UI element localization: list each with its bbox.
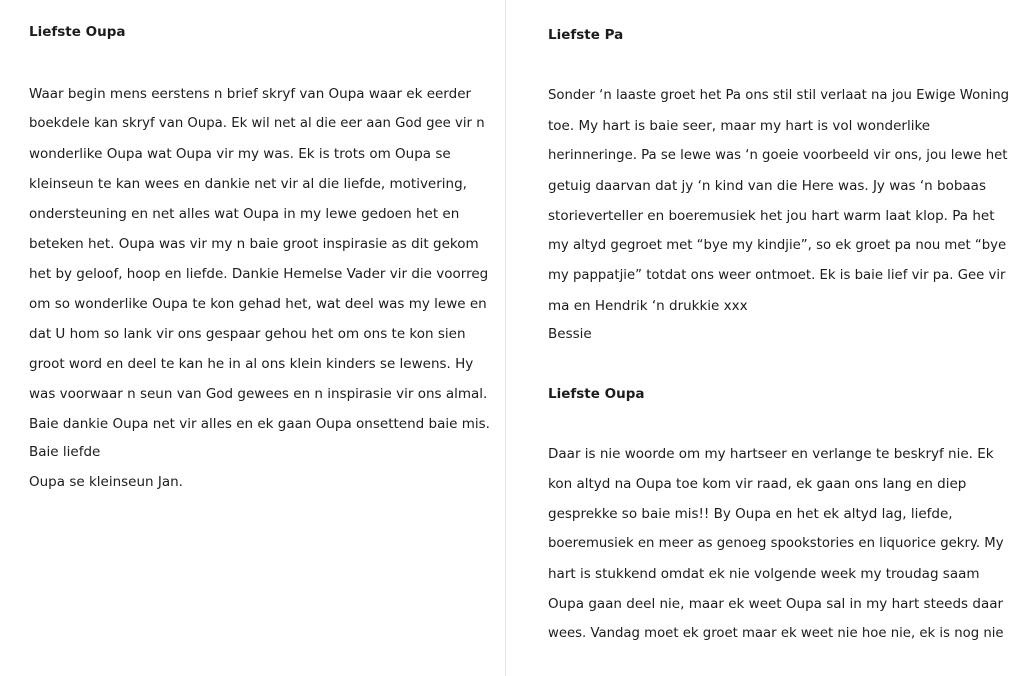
letter-line: het by geloof, hoop en liefde. Dankie Hemelse Vader vir die voorreg (29, 266, 489, 282)
letter-line: my pappatjie” totdat ons weer ontmoet. Ek is baie lief vir pa. Gee vir (548, 268, 1006, 283)
letter-line: Baie dankie Oupa net vir alles en ek gaan Oupa onsettend baie mis. (29, 416, 490, 432)
letter-closing: Baie liefde (29, 444, 101, 460)
left-page (0, 0, 505, 676)
letter-line: herinneringe. Pa se lewe was ‘n goeie voorbeeld vir ons, jou lewe het (548, 148, 1008, 163)
letter-heading: Liefste Oupa (548, 386, 645, 402)
letter-line: dat U hom so lank vir ons gespaar gehou het om ons te kon sien (29, 326, 466, 342)
letter-line: getuig daarvan dat jy ‘n kind van die Here was. Jy was ‘n bobaas (548, 178, 986, 194)
letter-line: Daar is nie woorde om my hartseer en verlange te beskryf nie. Ek (548, 446, 994, 462)
letter-line: groot word en deel te kan he in al ons klein kinders se lewens. Hy (29, 356, 474, 372)
letter-line: wees. Vandag moet ek groet maar ek weet nie hoe nie, ek is nog nie (548, 626, 1004, 641)
letter-line: kleinseun te kan wees en dankie net vir al die liefde, motivering, (29, 176, 467, 192)
letter-signature: Bessie (548, 326, 592, 342)
letter-line: was voorwaar n seun van God gewees en n inspirasie vir ons almal. (29, 386, 488, 402)
letter-line: wonderlike Oupa wat Oupa vir my was. Ek is trots om Oupa se (29, 146, 451, 162)
letter-signature: Oupa se kleinseun Jan. (29, 474, 183, 490)
letter-line: my altyd gegroet met “bye my kindjie”, so ek groet pa nou met “bye (548, 238, 1007, 253)
letter-line: beteken het. Oupa was vir my n baie groot inspirasie as dit gekom (29, 236, 479, 252)
letter-line: hart is stukkend omdat ek nie volgende week my troudag saam (548, 566, 980, 582)
letter-heading: Liefste Pa (548, 27, 624, 43)
letter-line: gesprekke so baie mis!! By Oupa en het ek altyd lag, liefde, (548, 506, 953, 522)
letter-line: toe. My hart is baie seer, maar my hart is vol wonderlike (548, 118, 931, 134)
right-page (506, 0, 1024, 676)
letter-line: om so wonderlike Oupa te kon gehad het, wat deel was my lewe en (29, 296, 487, 312)
letter-line: kon altyd na Oupa toe kom vir raad, ek gaan ons lang en diep (548, 476, 967, 492)
letter-line: boeremusiek en meer as genoeg spookstories en liquorice gekry. My (548, 536, 1004, 551)
letter-line: storieverteller en boeremusiek het jou hart warm laat klop. Pa het (548, 208, 995, 224)
letter-line: ondersteuning en net alles wat Oupa in my lewe gedoen het en (29, 206, 460, 222)
letter-heading: Liefste Oupa (29, 24, 126, 40)
letter-line: ma en Hendrik ‘n drukkie xxx (548, 298, 748, 314)
letter-line: Waar begin mens eerstens n brief skryf van Oupa waar ek eerder (29, 86, 472, 102)
letter-line: boekdele kan skryf van Oupa. Ek wil net al die eer aan God gee vir n (29, 116, 485, 131)
letter-line: Sonder ‘n laaste groet het Pa ons stil stil verlaat na jou Ewige Woning (548, 88, 1010, 103)
letter-line: Oupa gaan deel nie, maar ek weet Oupa sal in my hart steeds daar (548, 596, 1004, 612)
